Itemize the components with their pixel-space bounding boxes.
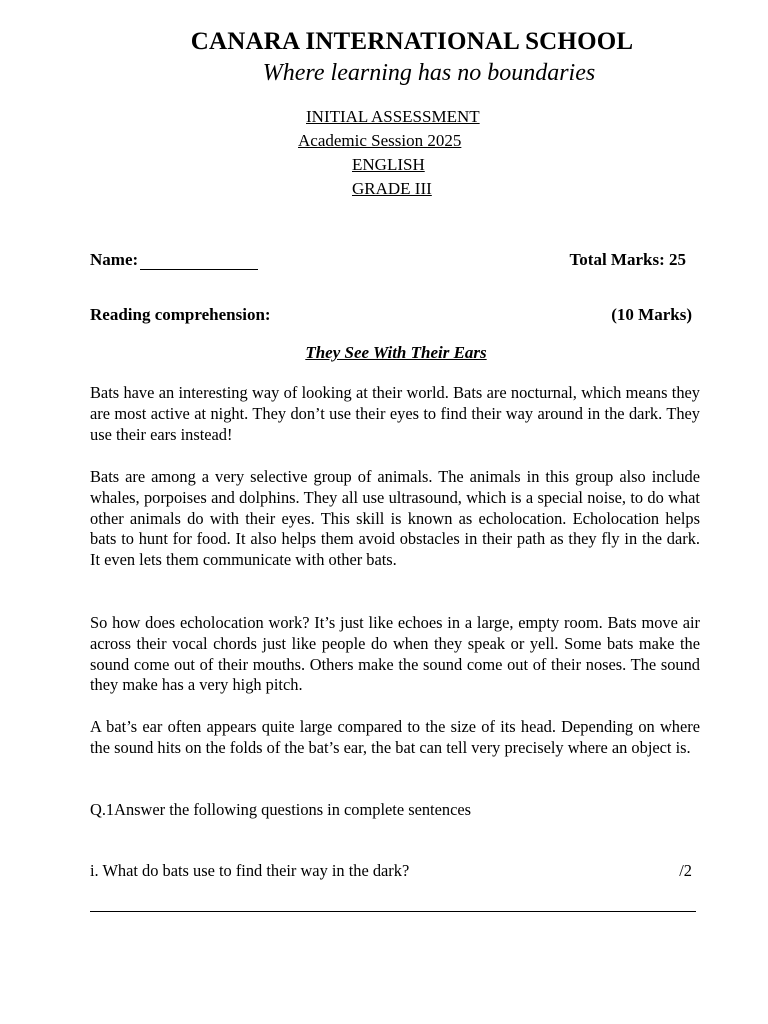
assessment-title: INITIAL ASSESSMENT	[306, 107, 480, 126]
passage-paragraph: Bats have an interesting way of looking at their world. Bats are nocturnal, which means they are most active at night. They don’t use their eyes to find their way around in the dark. They use their ears instead!	[90, 383, 700, 444]
name-blank-line[interactable]	[140, 253, 258, 270]
school-motto: Where learning has no boundaries	[262, 60, 596, 86]
section-marks: (10 Marks)	[611, 305, 692, 324]
question-marks: /2	[679, 861, 692, 880]
passage-title: They See With Their Ears	[305, 343, 487, 362]
subject-name: ENGLISH	[352, 155, 425, 174]
academic-session: Academic Session 2025	[298, 131, 462, 150]
answer-line[interactable]	[90, 911, 696, 912]
grade-level: GRADE III	[352, 179, 432, 198]
school-name: CANARA INTERNATIONAL SCHOOL	[190, 28, 634, 55]
passage-paragraph: A bat’s ear often appears quite large compared to the size of its head. Depending on where the sound hits on the folds of the bat’s ear, the bat can tell very precisely where an object is.	[90, 717, 700, 757]
name-label: Name:	[90, 250, 139, 269]
passage-paragraph: So how does echolocation work? It’s just like echoes in a large, empty room. Bats move air across their vocal chords just like people do when they speak or yell. Some bats make the sound come out of their mouths. Others make the sound come out of their noses. The sound they make has a very high pitch.	[90, 613, 700, 695]
question-text: i. What do bats use to find their way in the dark?	[90, 861, 410, 880]
passage-paragraph: Bats are among a very selective group of animals. The animals in this group also include whales, porpoises and dolphins. They all use ultrasound, which is a special noise, to do what other animals do with their eyes. This skill is known as echolocation. Echolocation helps bats to hunt for food. It also helps them avoid obstacles in their path as they fly in the dark. It even lets them communicate with other bats.	[90, 467, 700, 570]
name-field	[90, 250, 258, 270]
section-title: Reading comprehension:	[90, 305, 271, 324]
total-marks: Total Marks: 25	[569, 250, 686, 269]
question-heading: Q.1Answer the following questions in complete sentences	[90, 800, 472, 819]
